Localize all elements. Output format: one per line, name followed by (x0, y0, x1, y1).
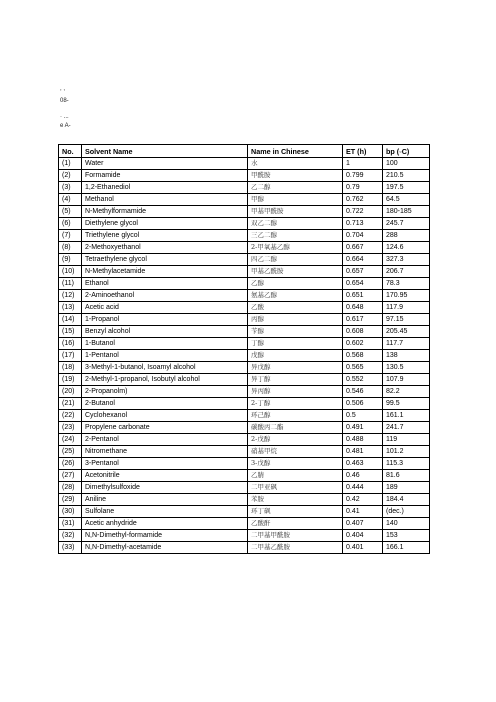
cell-solvent-name: 1-Pentanol (82, 350, 248, 362)
cell-chinese-name: 甲醇 (248, 194, 343, 206)
cell-bp: 119 (383, 434, 430, 446)
cell-no: (27) (59, 470, 82, 482)
cell-et: 0.444 (343, 482, 383, 494)
cell-chinese-name: 异丁醇 (248, 374, 343, 386)
cell-et: 0.463 (343, 458, 383, 470)
cell-et: 0.506 (343, 398, 383, 410)
table-row (59, 182, 430, 194)
cell-chinese-name: 苯胺 (248, 494, 343, 506)
cell-no: (12) (59, 290, 82, 302)
table-row (59, 290, 430, 302)
cell-solvent-name: N-Methylacetamide (82, 266, 248, 278)
cell-chinese-name: 二甲基甲酰胺 (248, 530, 343, 542)
solvent-table (58, 144, 430, 554)
cell-et: 0.617 (343, 314, 383, 326)
cell-et: 0.481 (343, 446, 383, 458)
cell-et: 0.664 (343, 254, 383, 266)
cell-et: 0.654 (343, 278, 383, 290)
table-row (59, 194, 430, 206)
cell-bp: 117.7 (383, 338, 430, 350)
cell-no: (13) (59, 302, 82, 314)
cell-bp: 166.1 (383, 542, 430, 554)
cell-solvent-name: N,N-Dimethyl-formamide (82, 530, 248, 542)
cell-chinese-name: 苄醇 (248, 326, 343, 338)
table-row (59, 506, 430, 518)
table-row (59, 350, 430, 362)
cell-et: 0.722 (343, 206, 383, 218)
cell-no: (7) (59, 230, 82, 242)
cell-chinese-name: 三乙二醇 (248, 230, 343, 242)
header-fragment: · ... (60, 114, 69, 120)
cell-solvent-name: Acetic acid (82, 302, 248, 314)
cell-solvent-name: Triethylene glycol (82, 230, 248, 242)
cell-bp: 100 (383, 158, 430, 170)
cell-no: (29) (59, 494, 82, 506)
table-row (59, 302, 430, 314)
cell-et: 0.713 (343, 218, 383, 230)
cell-solvent-name: 1-Propanol (82, 314, 248, 326)
cell-solvent-name: Formamide (82, 170, 248, 182)
cell-bp: 115.3 (383, 458, 430, 470)
cell-solvent-name: Sulfolane (82, 506, 248, 518)
table-row (59, 518, 430, 530)
cell-no: (31) (59, 518, 82, 530)
cell-chinese-name: 2-戊醇 (248, 434, 343, 446)
cell-no: (5) (59, 206, 82, 218)
table-row (59, 230, 430, 242)
cell-et: 0.602 (343, 338, 383, 350)
cell-solvent-name: Benzyl alcohol (82, 326, 248, 338)
table-row (59, 338, 430, 350)
cell-solvent-name: 3-Pentanol (82, 458, 248, 470)
cell-solvent-name: 2-Pentanol (82, 434, 248, 446)
cell-solvent-name: N-Methylformamide (82, 206, 248, 218)
table-row (59, 530, 430, 542)
cell-chinese-name: 2-甲氧基乙醇 (248, 242, 343, 254)
cell-no: (21) (59, 398, 82, 410)
header-fragment: 08- (60, 98, 69, 104)
column-header-bp: bp (◦C) (383, 145, 430, 158)
cell-bp: 81.6 (383, 470, 430, 482)
cell-no: (32) (59, 530, 82, 542)
cell-bp: 97.15 (383, 314, 430, 326)
table-body (59, 158, 430, 554)
cell-bp: 101.2 (383, 446, 430, 458)
cell-solvent-name: Nitromethane (82, 446, 248, 458)
table-row (59, 278, 430, 290)
cell-solvent-name: Acetonitrile (82, 470, 248, 482)
cell-bp: 197.5 (383, 182, 430, 194)
cell-et: 0.42 (343, 494, 383, 506)
column-header-et: ET (h) (343, 145, 383, 158)
cell-no: (25) (59, 446, 82, 458)
table-row (59, 482, 430, 494)
cell-no: (4) (59, 194, 82, 206)
cell-solvent-name: Water (82, 158, 248, 170)
table-row (59, 446, 430, 458)
cell-solvent-name: Diethylene glycol (82, 218, 248, 230)
cell-no: (23) (59, 422, 82, 434)
cell-et: 0.41 (343, 506, 383, 518)
cell-bp: 327.3 (383, 254, 430, 266)
table-row (59, 242, 430, 254)
cell-chinese-name: 丁醇 (248, 338, 343, 350)
cell-no: (26) (59, 458, 82, 470)
cell-no: (24) (59, 434, 82, 446)
cell-chinese-name: 丙醇 (248, 314, 343, 326)
cell-et: 0.651 (343, 290, 383, 302)
cell-bp: 180-185 (383, 206, 430, 218)
cell-chinese-name: 戊醇 (248, 350, 343, 362)
cell-chinese-name: 氨基乙醇 (248, 290, 343, 302)
cell-bp: 130.5 (383, 362, 430, 374)
table-row (59, 434, 430, 446)
cell-chinese-name: 二甲基乙酰胺 (248, 542, 343, 554)
column-header-solvent-name: Solvent Name (82, 145, 248, 158)
cell-et: 0.404 (343, 530, 383, 542)
cell-no: (2) (59, 170, 82, 182)
cell-solvent-name: Dimethylsulfoxide (82, 482, 248, 494)
cell-et: 0.46 (343, 470, 383, 482)
cell-no: (14) (59, 314, 82, 326)
cell-no: (6) (59, 218, 82, 230)
cell-no: (9) (59, 254, 82, 266)
cell-bp: 64.5 (383, 194, 430, 206)
table-row (59, 398, 430, 410)
cell-bp: 117.9 (383, 302, 430, 314)
cell-bp: 124.6 (383, 242, 430, 254)
cell-chinese-name: 异戊醇 (248, 362, 343, 374)
cell-no: (1) (59, 158, 82, 170)
table-row (59, 494, 430, 506)
cell-solvent-name: 2-Butanol (82, 398, 248, 410)
cell-no: (11) (59, 278, 82, 290)
cell-bp: 140 (383, 518, 430, 530)
cell-no: (33) (59, 542, 82, 554)
cell-et: 0.648 (343, 302, 383, 314)
cell-bp: 206.7 (383, 266, 430, 278)
cell-solvent-name: 3-Methyl-1-butanol, Isoamyl alcohol (82, 362, 248, 374)
table-row (59, 422, 430, 434)
cell-bp: (dec.) (383, 506, 430, 518)
cell-no: (18) (59, 362, 82, 374)
cell-et: 0.5 (343, 410, 383, 422)
cell-chinese-name: 甲基乙酰胺 (248, 266, 343, 278)
cell-bp: 241.7 (383, 422, 430, 434)
header-fragment: , , (60, 86, 66, 92)
table-row (59, 470, 430, 482)
cell-bp: 184.4 (383, 494, 430, 506)
cell-no: (15) (59, 326, 82, 338)
cell-et: 0.491 (343, 422, 383, 434)
cell-chinese-name: 甲酰胺 (248, 170, 343, 182)
cell-bp: 245.7 (383, 218, 430, 230)
cell-chinese-name: 乙醇 (248, 278, 343, 290)
cell-solvent-name: N,N-Dimethyl-acetamide (82, 542, 248, 554)
cell-solvent-name: 1-Butanol (82, 338, 248, 350)
cell-chinese-name: 硝基甲烷 (248, 446, 343, 458)
table-row (59, 362, 430, 374)
cell-no: (8) (59, 242, 82, 254)
cell-solvent-name: 1,2-Ethanediol (82, 182, 248, 194)
header-fragment: e A- (60, 123, 71, 129)
cell-chinese-name: 乙酸酐 (248, 518, 343, 530)
cell-bp: 82.2 (383, 386, 430, 398)
cell-et: 0.546 (343, 386, 383, 398)
cell-chinese-name: 双乙二醇 (248, 218, 343, 230)
cell-et: 0.704 (343, 230, 383, 242)
cell-no: (30) (59, 506, 82, 518)
column-header-chinese-name: Name in Chinese (248, 145, 343, 158)
cell-et: 0.552 (343, 374, 383, 386)
cell-chinese-name: 环己醇 (248, 410, 343, 422)
cell-chinese-name: 环丁砜 (248, 506, 343, 518)
table-row (59, 326, 430, 338)
cell-solvent-name: 2-Methoxyethanol (82, 242, 248, 254)
cell-chinese-name: 甲基甲酰胺 (248, 206, 343, 218)
cell-solvent-name: 2-Aminoethanol (82, 290, 248, 302)
cell-no: (22) (59, 410, 82, 422)
cell-chinese-name: 2-丁醇 (248, 398, 343, 410)
cell-no: (16) (59, 338, 82, 350)
table-row (59, 386, 430, 398)
cell-et: 0.799 (343, 170, 383, 182)
table-row (59, 410, 430, 422)
cell-et: 0.407 (343, 518, 383, 530)
cell-solvent-name: Propylene carbonate (82, 422, 248, 434)
cell-solvent-name: Acetic anhydride (82, 518, 248, 530)
cell-chinese-name: 水 (248, 158, 343, 170)
cell-bp: 210.5 (383, 170, 430, 182)
table-row (59, 458, 430, 470)
table-row (59, 158, 430, 170)
cell-bp: 78.3 (383, 278, 430, 290)
cell-bp: 99.5 (383, 398, 430, 410)
table-row (59, 170, 430, 182)
cell-chinese-name: 乙酸 (248, 302, 343, 314)
cell-et: 0.79 (343, 182, 383, 194)
table-row (59, 314, 430, 326)
cell-chinese-name: 碳酸丙二酯 (248, 422, 343, 434)
cell-no: (20) (59, 386, 82, 398)
cell-chinese-name: 乙腈 (248, 470, 343, 482)
cell-bp: 138 (383, 350, 430, 362)
cell-solvent-name: Ethanol (82, 278, 248, 290)
cell-chinese-name: 3-戊醇 (248, 458, 343, 470)
cell-solvent-name: Methanol (82, 194, 248, 206)
cell-no: (10) (59, 266, 82, 278)
cell-solvent-name: Aniline (82, 494, 248, 506)
cell-et: 1 (343, 158, 383, 170)
cell-bp: 288 (383, 230, 430, 242)
table-row (59, 254, 430, 266)
cell-bp: 205.45 (383, 326, 430, 338)
cell-et: 0.568 (343, 350, 383, 362)
cell-no: (17) (59, 350, 82, 362)
table-header-row (59, 145, 430, 158)
column-header-no: No. (59, 145, 82, 158)
cell-et: 0.608 (343, 326, 383, 338)
table-row (59, 206, 430, 218)
cell-et: 0.667 (343, 242, 383, 254)
cell-chinese-name: 四乙二醇 (248, 254, 343, 266)
cell-et: 0.762 (343, 194, 383, 206)
cell-bp: 161.1 (383, 410, 430, 422)
cell-solvent-name: 2-Propanolm) (82, 386, 248, 398)
cell-bp: 107.9 (383, 374, 430, 386)
cell-bp: 153 (383, 530, 430, 542)
cell-chinese-name: 异丙醇 (248, 386, 343, 398)
cell-no: (19) (59, 374, 82, 386)
table-row (59, 266, 430, 278)
cell-bp: 189 (383, 482, 430, 494)
cell-et: 0.488 (343, 434, 383, 446)
cell-solvent-name: Tetraethylene glycol (82, 254, 248, 266)
cell-no: (28) (59, 482, 82, 494)
cell-et: 0.565 (343, 362, 383, 374)
table-row (59, 374, 430, 386)
cell-et: 0.657 (343, 266, 383, 278)
table-row (59, 542, 430, 554)
cell-no: (3) (59, 182, 82, 194)
cell-et: 0.401 (343, 542, 383, 554)
table-row (59, 218, 430, 230)
cell-solvent-name: 2-Methyl-1-propanol, Isobutyl alcohol (82, 374, 248, 386)
cell-chinese-name: 乙二醇 (248, 182, 343, 194)
cell-chinese-name: 二甲亚砜 (248, 482, 343, 494)
cell-solvent-name: Cyclohexanol (82, 410, 248, 422)
cell-bp: 170.95 (383, 290, 430, 302)
